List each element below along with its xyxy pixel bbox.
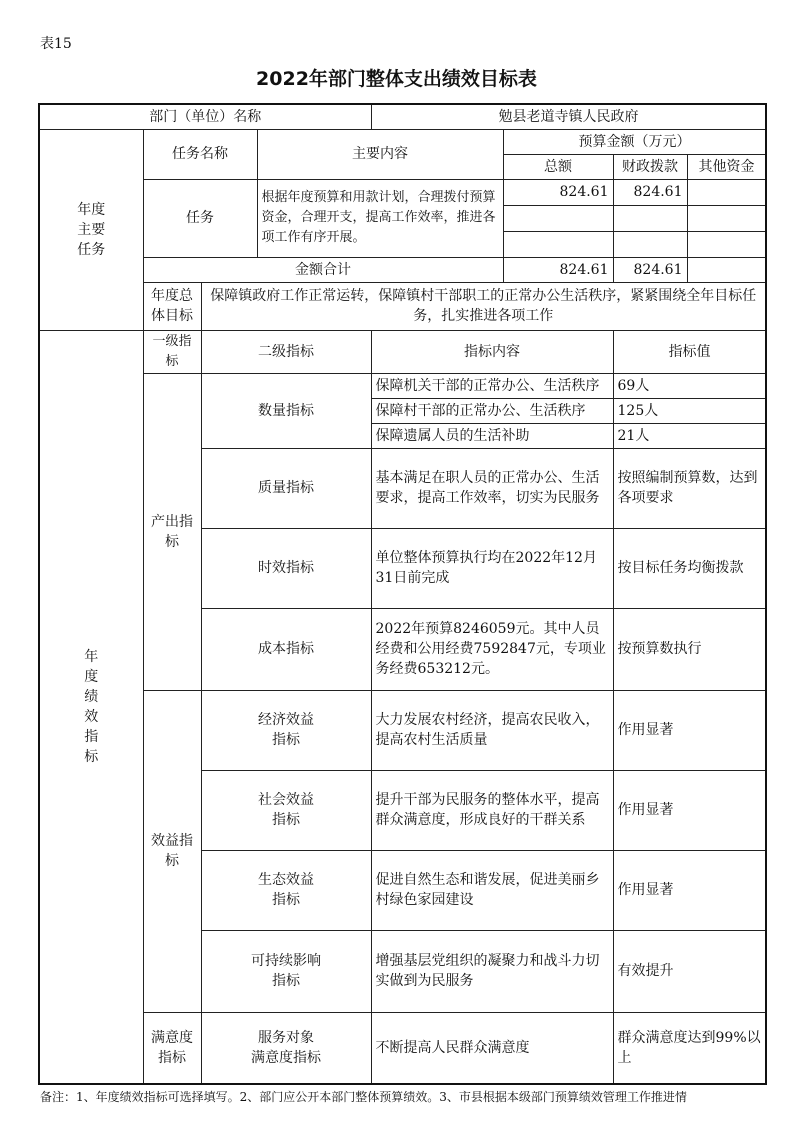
quality-content-cell: 基本满足在职人员的正常办公、生活要求，提高工作效率，切实为民服务 [371,448,613,528]
task-name-header: 任务名称 [143,129,257,179]
sum-label: 金额合计 [143,257,503,282]
level1-header: 一级指标 [143,330,201,373]
cost-content-cell: 2022年预算8246059元。其中人员经费和公用经费7592847元，专项业务经费653212元。 [371,608,613,690]
ecological-content-cell: 促进自然生态和谐发展，促进美丽乡村绿色家园建设 [371,850,613,930]
dept-name-label: 部门（单位）名称 [39,104,371,129]
empty-cell [613,231,687,257]
task-content-cell: 根据年度预算和用款计划，合理拨付预算资金，合理开支，提高工作效率，推进各项工作有序开展。 [257,179,503,257]
quantity-content-cell: 保障遗属人员的生活补助 [371,423,613,448]
service-content-cell: 不断提高人民群众满意度 [371,1012,613,1084]
social-value-cell: 作用显著 [613,770,766,850]
economic-content-cell: 大力发展农村经济，提高农民收入，提高农村生活质量 [371,690,613,770]
page-title: 2022年部门整体支出绩效目标表 [256,68,537,90]
fiscal-header: 财政拨款 [613,154,687,179]
ecological-indicator-label: 生态效益 指标 [201,850,371,930]
sum-other-cell [687,257,766,282]
indicator-content-header: 指标内容 [371,330,613,373]
empty-cell [613,205,687,231]
service-value-cell: 群众满意度达到99%以上 [613,1012,766,1084]
output-indicator-label: 产出指 标 [143,373,201,690]
annual-tasks-label: 年度 主要 任务 [39,129,143,330]
cost-indicator-label: 成本指标 [201,608,371,690]
quantity-content-cell: 保障村干部的正常办公、生活秩序 [371,398,613,423]
task-name-cell: 任务 [143,179,257,257]
satisfaction-indicator-label: 满意度 指标 [143,1012,201,1084]
timeliness-indicator-label: 时效指标 [201,528,371,608]
task-total-cell: 824.61 [503,179,613,205]
timeliness-content-cell: 单位整体预算执行均在2022年12月31日前完成 [371,528,613,608]
quality-indicator-label: 质量指标 [201,448,371,528]
benefit-indicator-label: 效益指 标 [143,690,201,1012]
performance-goal-table [38,103,767,1085]
sum-total-cell: 824.61 [503,257,613,282]
empty-cell [503,205,613,231]
empty-cell [503,231,613,257]
overall-goal-text: 保障镇政府工作正常运转，保障镇村干部职工的正常办公生活秩序，紧紧围绕全年目标任务，扎实推进各项工作 [201,282,766,330]
quantity-value-cell: 125人 [613,398,766,423]
empty-cell [687,205,766,231]
empty-cell [687,231,766,257]
total-header: 总额 [503,154,613,179]
table-number-label: 表15 [40,36,72,52]
quantity-content-cell: 保障机关干部的正常办公、生活秩序 [371,373,613,398]
social-content-cell: 提升干部为民服务的整体水平，提高群众满意度，形成良好的干群关系 [371,770,613,850]
task-fiscal-cell: 824.61 [613,179,687,205]
task-other-cell [687,179,766,205]
dept-name-value: 勉县老道寺镇人民政府 [371,104,766,129]
cost-value-cell: 按预算数执行 [613,608,766,690]
quantity-value-cell: 69人 [613,373,766,398]
quantity-indicator-label: 数量指标 [201,373,371,448]
other-funds-header: 其他资金 [687,154,766,179]
ecological-value-cell: 作用显著 [613,850,766,930]
quantity-value-cell: 21人 [613,423,766,448]
sustainable-value-cell: 有效提升 [613,930,766,1012]
main-content-header: 主要内容 [257,129,503,179]
timeliness-value-cell: 按目标任务均衡拨款 [613,528,766,608]
footnote: 备注：1、年度绩效指标可选择填写。2、部门应公开本部门整体预算绩效。3、市县根据本级部门预算绩效管理工作推进情 [40,1090,687,1104]
social-indicator-label: 社会效益 指标 [201,770,371,850]
sustainable-indicator-label: 可持续影响 指标 [201,930,371,1012]
level2-header: 二级指标 [201,330,371,373]
economic-value-cell: 作用显著 [613,690,766,770]
quality-value-cell: 按照编制预算数，达到各项要求 [613,448,766,528]
economic-indicator-label: 经济效益 指标 [201,690,371,770]
overall-goal-label: 年度总体目标 [143,282,201,330]
budget-amount-header: 预算金额（万元） [503,129,766,154]
indicator-value-header: 指标值 [613,330,766,373]
service-satisfaction-label: 服务对象 满意度指标 [201,1012,371,1084]
sum-fiscal-cell: 824.61 [613,257,687,282]
annual-indicators-label: 年 度 绩 效 指 标 [39,330,143,1084]
sustainable-content-cell: 增强基层党组织的凝聚力和战斗力切实做到为民服务 [371,930,613,1012]
